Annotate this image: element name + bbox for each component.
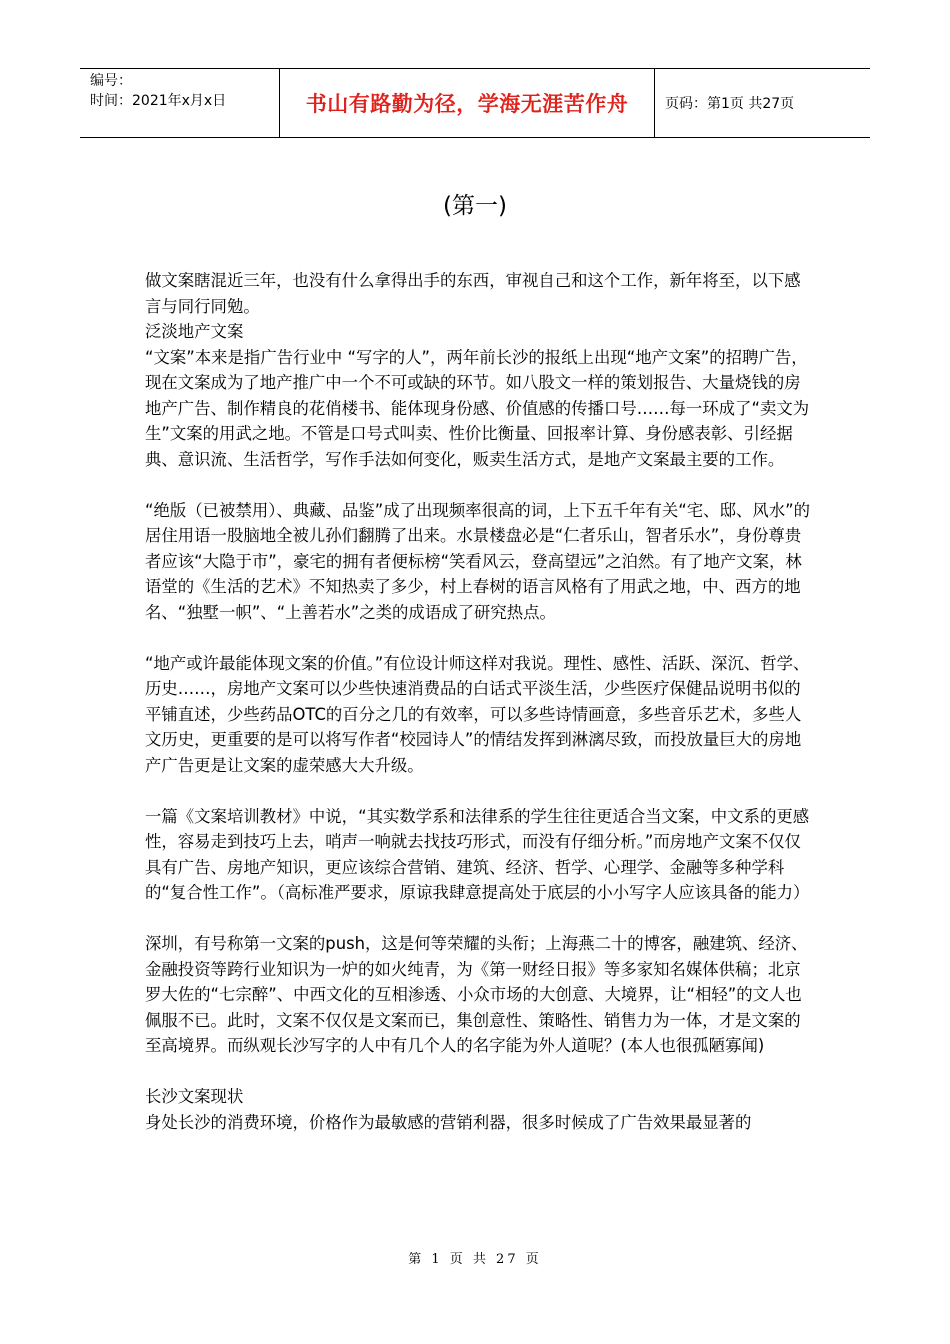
section-heading: 长沙文案现状 bbox=[145, 1087, 244, 1106]
page-title: (第一) bbox=[443, 193, 507, 219]
document-date: 时间：2021年x月x日 bbox=[90, 93, 227, 109]
paragraph: “绝版（已被禁用）、典藏、品鉴”成了出现频率很高的词，上下五千年有关“宅、邸、风水”的居住用语一股脑地全被儿孙们翻腾了出来。水景楼盘必是“仁者乐山，智者乐水”，身份尊贵者应该“大隐于市”，豪宅的拥有者便标榜“笑看风云，登高望远”之泊然。有了地产文案，林语堂的《生活的艺术》不知热卖了多少，村上春树的语言风格有了用武之地，中、西方的地名、“独墅一帜”、“上善若水”之类的成语成了研究热点。 bbox=[145, 500, 810, 622]
paragraph: “地产或许最能体现文案的价值。”有位设计师这样对我说。理性、感性、活跃、深沉、哲学、历史……，房地产文案可以少些快速消费品的白话式平淡生活，少些医疗保健品说明书似的平铺直述，少些药品OTC的百分之几的有效率，可以多些诗情画意，多些音乐艺术，多些人文历史，更重要的是可以将写作者“校园诗人”的情结发挥到淋漓尽致，而投放量巨大的房地产广告更是让文案的虚荣感大大升级。 bbox=[145, 653, 810, 775]
section-heading: 泛淡地产文案 bbox=[145, 322, 244, 341]
paragraph: 一篇《文案培训教材》中说，“其实数学系和法律系的学生往往更适合当文案，中文系的更感性，容易走到技巧上去，哨声一响就去找技巧形式，而没有仔细分析。”而房地产文案不仅仅具有广告、房地产知识，更应该综合营销、建筑、经济、哲学、心理学、金融等多种学科的“复合性工作”。（高标准严要求，原谅我肆意提高处于底层的小小写字人应该具备的能力） bbox=[145, 806, 810, 902]
paragraph: 深圳，有号称第一文案的push，这是何等荣耀的头衔；上海燕二十的博客，融建筑、经济、金融投资等跨行业知识为一炉的如火纯青，为《第一财经日报》等多家知名媒体供稿；北京罗大佐的“七宗醉”、中西文化的互相渗透、小众市场的大创意、大境界，让“相轻”的文人也佩服不已。此时，文案不仅仅是文案而已，集创意性、策略性、销售力为一体，才是文案的至高境界。而纵观长沙写字的人中有几个人的名字能为外人道呢？(本人也很孤陋寡闻) bbox=[145, 934, 808, 1055]
header-motto: 书山有路勤为径，学海无涯苦作舟 bbox=[280, 69, 655, 137]
header-meta bbox=[80, 69, 280, 137]
paragraph: 身处长沙的消费环境，价格作为最敏感的营销利器，很多时候成了广告效果最显著的 bbox=[145, 1112, 752, 1132]
paragraph-intro: 做文案瞎混近三年，也没有什么拿得出手的东西，审视自己和这个工作，新年将至，以下感言与同行同勉。 bbox=[145, 271, 801, 316]
page-header bbox=[80, 68, 870, 138]
page-footer: 第 1 页 共 27 页 bbox=[408, 1252, 542, 1267]
header-page-info: 页码：第1页 共27页 bbox=[665, 96, 795, 112]
paragraph: “文案”本来是指广告行业中 “写字的人”，两年前长沙的报纸上出现“地产文案”的招聘广告，现在文案成为了地产推广中一个不可或缺的环节。如八股文一样的策划报告、大量烧钱的房地产广告、制作精良的花俏楼书、能体现身份感、价值感的传播口号……每一环成了“卖文为生”文案的用武之地。不管是口号式叫卖、性价比衡量、回报率计算、身份感表彰、引经据典、意识流、生活哲学，写作手法如何变化，贩卖生活方式，是地产文案最主要的工作。 bbox=[145, 347, 810, 469]
document-body bbox=[145, 268, 815, 1135]
document-number: 编号： bbox=[90, 73, 132, 89]
